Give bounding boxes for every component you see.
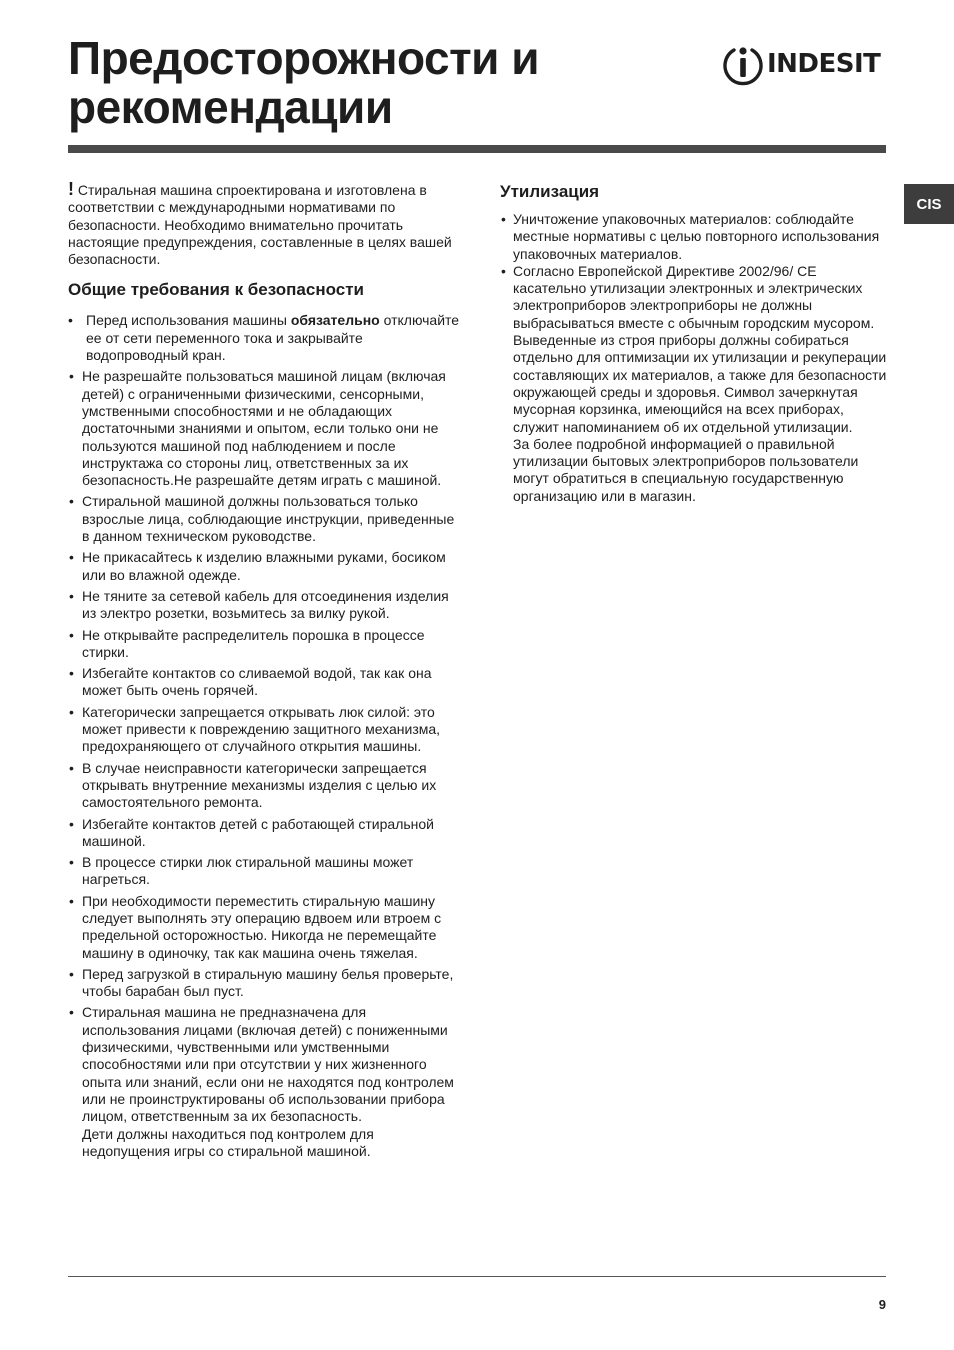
list-item: • Категорически запрещается открывать люк силой: это может привести к повреждению защитного механизма, предохраняющего от случайного открытия машины. (68, 704, 460, 756)
indesit-logo (722, 40, 888, 88)
list-item (68, 312, 460, 364)
item-text: Стиральная машина не предназначена для использования лицами (включая детей) с пониженными физическими, чувственными или умственными способностями или при отсутствии у них жизненного опыта или знаний, если они не находятся под контролем или не проинструктированы об использовании прибора лицом, ответственным за их безопасность. (82, 1004, 454, 1125)
list-item: • Уничтожение упаковочных материалов: соблюдайте местные нормативы с целью повторного использования упаковочных материалов. (500, 211, 892, 263)
list-item: • Избегайте контактов со сливаемой водой, так как она может быть очень горячей. (68, 665, 460, 700)
list-item (68, 1004, 460, 1160)
region-tab: CIS (904, 184, 954, 224)
item-text: Согласно Европейской Директиве 2002/96/ CE касательно утилизации электронных и электрических электроприборов электроприборы не должны выбрасываться вместе с обычным городским мусором. Выведенные из строя приборы должны собираться отдельно для оптимизации их утилизации и рекуперации составляющих их материалов, а также для безопасности окружающей среды и здоровья. Символ зачеркнутая мусорная корзинка, имеющийся на всех приборах, служит напоминанием об их отдельной утилизации. (513, 262, 887, 435)
intro-text: Стиральная машина спроектирована и изготовлена в соответствии с международными нормативами по безопасности. Необходимо внимательно прочитать настоящие предупреждения, составленные в целях вашей безопасности. (68, 182, 452, 268)
indesit-i-logo-icon (722, 42, 764, 86)
item-text: Перед использования машины (86, 312, 291, 329)
header-divider (68, 145, 886, 153)
title-line-1: Предосторожности и (68, 32, 539, 84)
page-title (68, 34, 688, 132)
item-continuation: Дети должны находиться под контролем для недопущения игры со стиральной машиной. (82, 1125, 374, 1159)
list-item (500, 263, 892, 505)
warning-mark: ! (68, 179, 74, 199)
title-line-2: рекомендации (68, 81, 393, 133)
list-item: • Перед загрузкой в стиральную машину белья проверьте, чтобы барабан был пуст. (68, 966, 460, 1001)
list-item: • Не прикасайтесь к изделию влажными руками, босиком или во влажной одежде. (68, 549, 460, 584)
brand-name: INDESIT (767, 49, 881, 79)
intro-paragraph (68, 179, 460, 268)
list-item: • При необходимости переместить стиральную машину следует выполнять эту операцию вдвоем или втроем с предельной осторожностью. Никогда не перемещайте машину в одиночку, так как машина очень тяжелая. (68, 893, 460, 962)
safety-heading: Общие требования к безопасности (68, 280, 364, 300)
disposal-heading: Утилизация (500, 182, 600, 201)
footer-divider (68, 1276, 886, 1277)
left-column (68, 179, 460, 1164)
list-item: • Не открывайте распределитель порошка в процессе стирки. (68, 627, 460, 662)
item-continuation: За более подробной информацией о правильной утилизации бытовых электроприборов пользователи могут обратиться в специальную государственную организацию или в магазин. (513, 435, 859, 504)
right-column (500, 182, 892, 505)
list-item: • Не тяните за сетевой кабель для отсоединения изделия из электро розетки, возьмитесь за вилку рукой. (68, 588, 460, 623)
item-bold-text: обязательно (290, 312, 380, 329)
safety-list (68, 312, 460, 1160)
page-number: 9 (878, 1297, 886, 1312)
list-item: • Стиральной машиной должны пользоваться только взрослые лица, соблюдающие инструкции, приведенные в данном техническом руководстве. (68, 493, 460, 545)
list-item: • В процессе стирки люк стиральной машины может нагреться. (68, 854, 460, 889)
item-text: отключайте ее от сети переменного тока и закрывайте водопроводный кран. (86, 312, 460, 364)
list-item: • Не разрешайте пользоваться машиной лицам (включая детей) с ограниченными физическими, сенсорными, умственными способностями и не обладающих достаточными знаниями и опытом, если только они не пользуются машиной под наблюдением и после инструктажа со стороны лиц, ответственных за их безопасность.Не разрешайте детям играть с машиной. (68, 368, 460, 489)
list-item: • Избегайте контактов детей с работающей стиральной машиной. (68, 816, 460, 851)
list-item: • В случае неисправности категорически запрещается открывать внутренние механизмы изделия с целью их самостоятельного ремонта. (68, 760, 460, 812)
disposal-list (500, 211, 892, 505)
